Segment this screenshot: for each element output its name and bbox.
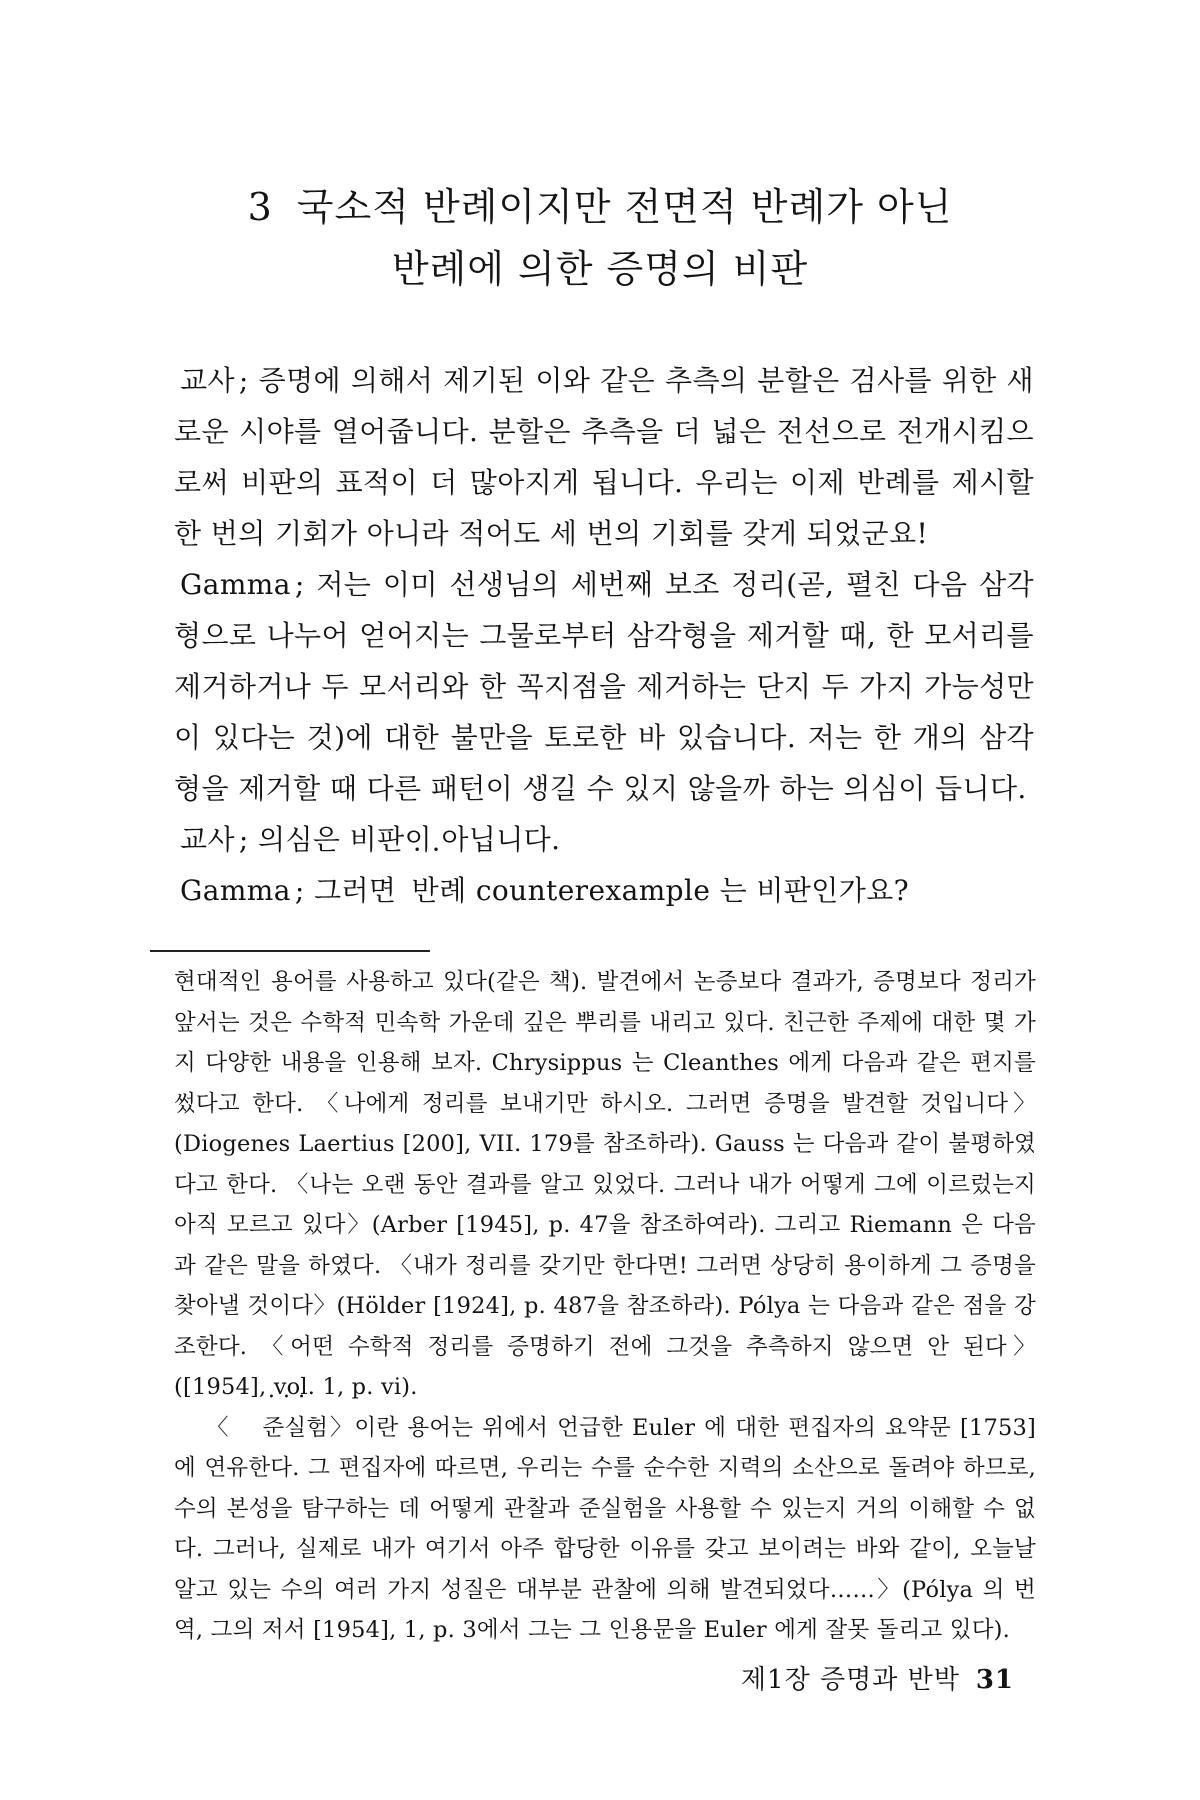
speaker-name: Gamma [180, 874, 291, 907]
footnotes [174, 962, 1036, 1651]
footnote-divider [150, 950, 430, 952]
speaker-name: 교사 [180, 823, 235, 856]
dialogue-paragraph [174, 355, 1034, 559]
speaker-name: 교사 [180, 364, 235, 397]
dialogue-text: ; 저는 이미 선생님의 세번째 보조 정리(곧, 펼친 다음 삼각형으로 나누어 얻어지는 그물로부터 삼각형을 제거할 때, 한 모서리를 제거하거나 두 모서리와 한 꼭지점을 제거하는 단지 두 가지 가능성만이 있다는 것)에 대한 불만을 토로한 바 있습니다. 저는 한 개의 삼각형을 제거할 때 다른 패턴이 생길 수 있지 않을까 하는 의심이 듭니다. [174, 568, 1034, 805]
running-footer [741, 1664, 1014, 1696]
footnote-text: 〈 [206, 1414, 231, 1441]
emphasized-term: • • 반례 [406, 865, 467, 916]
section-title-line-1 [0, 176, 1200, 238]
footnote-paragraph [174, 1408, 1036, 1651]
dialogue-paragraph [174, 865, 1034, 916]
dialogue-paragraph [174, 559, 1034, 814]
section-title [0, 176, 1200, 300]
dialogue-text: counterexample 는 비판인가요? [466, 874, 910, 907]
section-number: 3 [247, 185, 273, 229]
dialogue-text: ; 그러면 [294, 874, 406, 907]
footnote-paragraph: 현대적인 용어를 사용하고 있다(같은 책). 발견에서 논증보다 결과가, 증명보다 정리가 앞서는 것은 수학적 민속학 가운데 깊은 뿌리를 내리고 있다. 친근한 주제에 대한 몇 가지 다양한 내용을 인용해 보자. Chrysippus 는 Cleanthes 에게 다음과 같은 편지를 썼다고 한다. 〈나에게 정리를 보내기만 하시오. 그러면 증명을 발견할 것입니다〉(Diogenes Laertius [200], VII. 179를 참조하라). Gauss 는 다음과 같이 불평하였다고 한다. 〈나는 오랜 동안 결과를 알고 있었다. 그러나 내가 어떻게 그에 이르렀는지 아직 모르고 있다〉(Arber [1945], p. 47을 참조하여라). 그리고 Riemann 은 다음과 같은 말을 하였다. 〈내가 정리를 갖기만 한다면! 그러면 상당히 용이하게 그 증명을 찾아낼 것이다〉(Hölder [1924], p. 487을 참조하라). Pólya 는 다음과 같은 점을 강조한다. 〈어떤 수학적 정리를 증명하기 전에 그것을 추측하지 않으면 안 된다〉([1954], vol. 1, p. vi). [174, 969, 1036, 1400]
page-number: 31 [975, 1665, 1014, 1695]
footnote-text: 〉이란 용어는 위에서 언급한 Euler 에 대한 편집자의 요약문 [1753]에 연유한다. 그 편집자에 따르면, 우리는 수를 순수한 지력의 소산으로 돌려야 하므로, 수의 본성을 탐구하는 데 어떻게 관찰과 준실험을 사용할 수 있는지 거의 이해할 수 없다. 그러나, 실제로 내가 여기서 아주 합당한 이유를 갖고 보이려는 바와 같이, 오늘날 알고 있는 수의 여러 가지 성질은 대부분 관찰에 의해 발견되었다……〉(Pólya 의 번역, 그의 저서 [1954], 1, p. 3에서 그는 그 인용문을 Euler 에게 잘못 돌리고 있다). [174, 1414, 1036, 1643]
dialogue-text: ; 의심은 비판이 아닙니다. [238, 823, 561, 856]
dialogue-paragraph [174, 814, 1034, 865]
dialogue-text: ; 증명에 의해서 제기된 이와 같은 추측의 분할은 검사를 위한 새로운 시야를 열어줍니다. 분할은 추측을 더 넓은 전선으로 전개시킴으로써 비판의 표적이 더 많아지게 됩니다. 우리는 이제 반례를 제시할 한 번의 기회가 아니라 적어도 세 번의 기회를 갖게 되었군요! [174, 364, 1034, 550]
emphasized-term: • • • 준실험 [230, 1408, 328, 1449]
section-title-text-1: 국소적 반례이지만 전면적 반례가 아닌 [296, 185, 953, 229]
dialogue-body [174, 355, 1034, 916]
section-title-line-2: 반례에 의한 증명의 비판 [391, 247, 809, 291]
speaker-name: Gamma [180, 568, 291, 601]
chapter-title: 제1장 증명과 반박 [740, 1665, 960, 1695]
